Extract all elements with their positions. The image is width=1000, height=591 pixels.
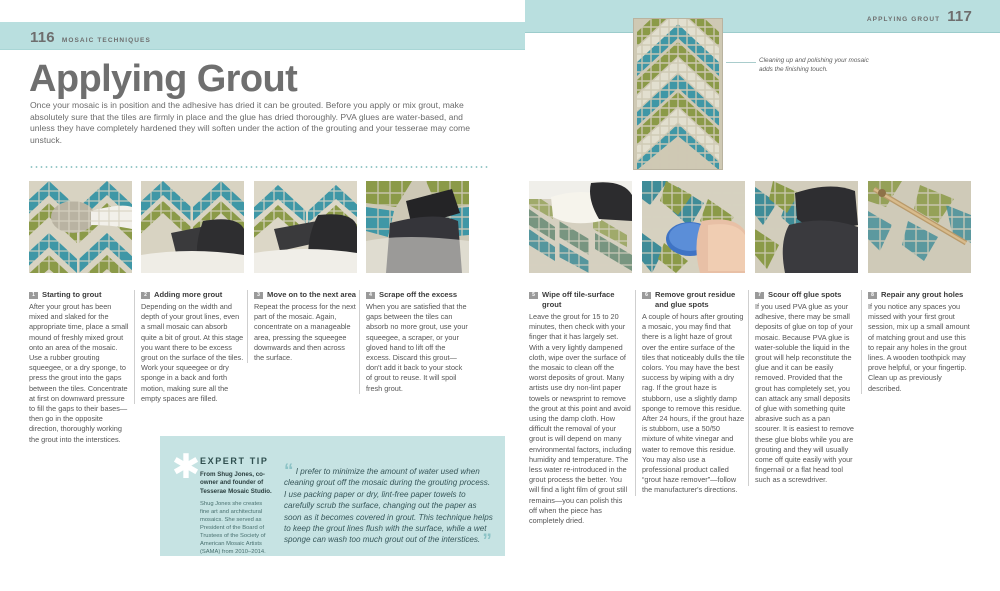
step-4-heading-text: Scrape off the excess	[379, 290, 458, 299]
step-column-1	[29, 290, 132, 445]
step-8-body: If you notice any spaces you missed with your first grout session, mix up a small amount of matching grout and use this to repair any holes in the grout lines. A wooden toothpick may prove helpful, or your fingertip. Clean up as previously described.	[868, 302, 970, 393]
step-7-heading-text: Scour off glue spots	[768, 290, 842, 299]
step-7-number: 7	[755, 292, 764, 299]
step-photo-7	[755, 181, 858, 273]
step-column-7	[755, 290, 858, 486]
step-5-body: Leave the grout for 15 to 20 minutes, then check with your finger that it has largely set. With a very lightly dampened cloth, wipe over the surface of the mosaic to clean off the worst deposits of grout. Many artists use dry non-lint paper towels or newsprint to remove the grout at this point and avoid using the damp cloth. How difficult the removal of your grout is will depend on many environmental factors, including humidity and temperature. The less water re-introduced in the grout process the better. You will find a light film of grout still remains—you can polish this off when the piece has completely dried.	[529, 312, 632, 526]
step-8-heading	[868, 290, 971, 300]
step-6-heading	[642, 290, 745, 310]
step-4-heading	[366, 290, 469, 300]
column-divider	[134, 290, 135, 404]
step-photo-6	[642, 181, 745, 273]
step-6-number: 6	[642, 292, 651, 299]
expert-tip-attribution: From Shug Jones, co-owner and founder of Tesserae Mosaic Studio.	[200, 471, 272, 495]
step-5-number: 5	[529, 292, 538, 299]
step-2-heading	[141, 290, 244, 300]
page-title: Applying Grout	[29, 58, 298, 100]
expert-tip-label: EXPERT TIP	[200, 456, 269, 466]
step-4-body: When you are satisfied that the gaps between the tiles can absorb no more grout, use your squeegee, a scraper, or your gloved hand to lift off the excess. Discard this grout—don't add it back to your stock of grout to reuse. It will spoil fresh grout.	[366, 302, 468, 393]
step-photo-5	[529, 181, 632, 273]
column-divider	[635, 290, 636, 496]
right-folio	[867, 8, 972, 25]
step-photo-3	[254, 181, 357, 273]
step-8-number: 8	[868, 292, 877, 299]
step-6-heading-text: Remove grout residue and glue spots	[655, 290, 736, 309]
expert-tip-box	[160, 436, 505, 556]
step-photo-8	[868, 181, 971, 273]
step-4-number: 4	[366, 292, 375, 299]
step-7-body: If you used PVA glue as your adhesive, there may be small deposits of glue on top of your mosaic. Because PVA glue is water-soluble the liquid in the grout will help reconstitute the glue and it can be easily removed. Provided that the grout has completely set, you can attack any small deposits of glue with something quite abrasive such as a pan scourer. It is easiest to remove these glue blobs while you are grouting and they will usually come off quite easily with your fingernail or a flat head tool such as a screwdriver.	[755, 302, 854, 485]
hero-mosaic-artwork	[633, 18, 723, 170]
intro-paragraph: Once your mosaic is in position and the adhesive has dried it can be grouted. Before you apply or mix grout, make absolutely sure that the tiles are firmly in place and the glue has dried thoroughly. PVA glues are water-based, and unless they have completely hardened they will soften under the action of the grouting and your tesserae may come unstuck.	[30, 100, 470, 145]
left-page-number: 116	[30, 29, 55, 46]
hero-mosaic-photo	[633, 18, 723, 170]
step-8-heading-text: Repair any grout holes	[881, 290, 964, 299]
step-column-6	[642, 290, 745, 496]
step-photo-1-art	[29, 181, 132, 273]
step-photo-2-art	[141, 181, 244, 273]
column-divider	[861, 290, 862, 394]
quote-open-icon: “	[284, 461, 294, 482]
step-photo-5-art	[529, 181, 632, 273]
step-photo-4	[366, 181, 469, 273]
step-1-heading	[29, 290, 132, 300]
dotted-rule	[29, 166, 489, 168]
left-running-head: MOSAIC TECHNIQUES	[61, 37, 151, 44]
step-1-body: After your grout has been mixed and slaked for the appropriate time, place a small mound of freshly mixed grout onto an area of the mosaic. Use a rubber grouting squeegee, or a dry sponge, to press the grout into the gaps between the tiles. Concentrate at first on downward pressure to fill the gaps to their bases—then go in the opposite direction, thoroughly working the grout into the interstices.	[29, 302, 129, 444]
column-divider	[748, 290, 749, 486]
step-photo-1	[29, 181, 132, 273]
caption-leader-line	[726, 62, 756, 63]
step-photo-2	[141, 181, 244, 273]
right-page-number: 117	[947, 8, 972, 25]
column-divider	[247, 290, 248, 363]
step-column-3	[254, 290, 357, 363]
quote-close-icon: ”	[482, 531, 492, 553]
step-photo-4-art	[366, 181, 469, 273]
step-column-8	[868, 290, 971, 394]
step-2-heading-text: Adding more grout	[154, 290, 223, 299]
step-3-body: Repeat the process for the next part of the mosaic. Again, concentrate on a manageable area, pressing the squeegee downwards and then across the surface.	[254, 302, 356, 363]
expert-tip-bio: Shug Jones she creates fine art and architectural mosaics. She served as President of the Board of Trustees of the Society of American Mosaic Artists (SAMA) from 2010–2014.	[200, 501, 266, 555]
step-5-heading-text: Wipe off tile-surface grout	[542, 290, 615, 309]
right-running-head: APPLYING GROUT	[866, 16, 941, 23]
step-3-heading-text: Move on to the next area	[267, 290, 357, 299]
step-column-4	[366, 290, 469, 394]
step-column-5	[529, 290, 632, 526]
step-photo-3-art	[254, 181, 357, 273]
step-2-number: 2	[141, 292, 150, 299]
step-1-number: 1	[29, 292, 38, 299]
left-header-rule	[0, 49, 525, 50]
step-photo-8-art	[868, 181, 971, 273]
step-photo-6-art	[642, 181, 745, 273]
step-2-body: Depending on the width and depth of your grout lines, even a small mosaic can absorb quite a bit of grout. At this stage you want there to be excess grout on the surface of the tiles. Work your squeegee or dry sponge in a back and forth motion, making sure all the empty spaces are filled.	[141, 302, 244, 403]
column-divider	[359, 290, 360, 394]
hero-photo-caption: Cleaning up and polishing your mosaic adds the finishing touch.	[759, 57, 869, 73]
step-3-number: 3	[254, 292, 263, 299]
step-3-heading	[254, 290, 357, 300]
expert-tip-quote	[284, 461, 494, 553]
left-folio	[30, 29, 151, 46]
step-5-heading	[529, 290, 632, 310]
step-7-heading	[755, 290, 858, 300]
step-photo-7-art	[755, 181, 858, 273]
right-header-rule	[525, 32, 1000, 33]
step-column-2	[141, 290, 244, 404]
step-1-heading-text: Starting to grout	[42, 290, 102, 299]
expert-tip-quote-text: I prefer to minimize the amount of water used when cleaning grout off the mosaic during the grouting process. I use packing paper or dry, lint-free paper towels to carefully scrub the surface, changing out the paper as soon as it becomes covered in grout. This technique helps to keep the grout lines flush with the surface, while a wet sponge can wash too much grout out of the interstices.	[284, 467, 493, 545]
star-icon: ✱	[171, 448, 201, 486]
step-6-body: A couple of hours after grouting a mosaic, you may find that there is a light haze of grout over the entire surface of the tiles that noticeably dulls the tile colors. You may have the best success by wiping with a dry rag. If the grout haze is stubborn, use a slightly damp sponge to remove this residue. After 24 hours, if the grout haze is stubborn, use a 50/50 mixture of white vinegar and water to remove this residue. You may also use a professional product called “grout haze remover”—follow the manufacturer's directions.	[642, 312, 745, 495]
